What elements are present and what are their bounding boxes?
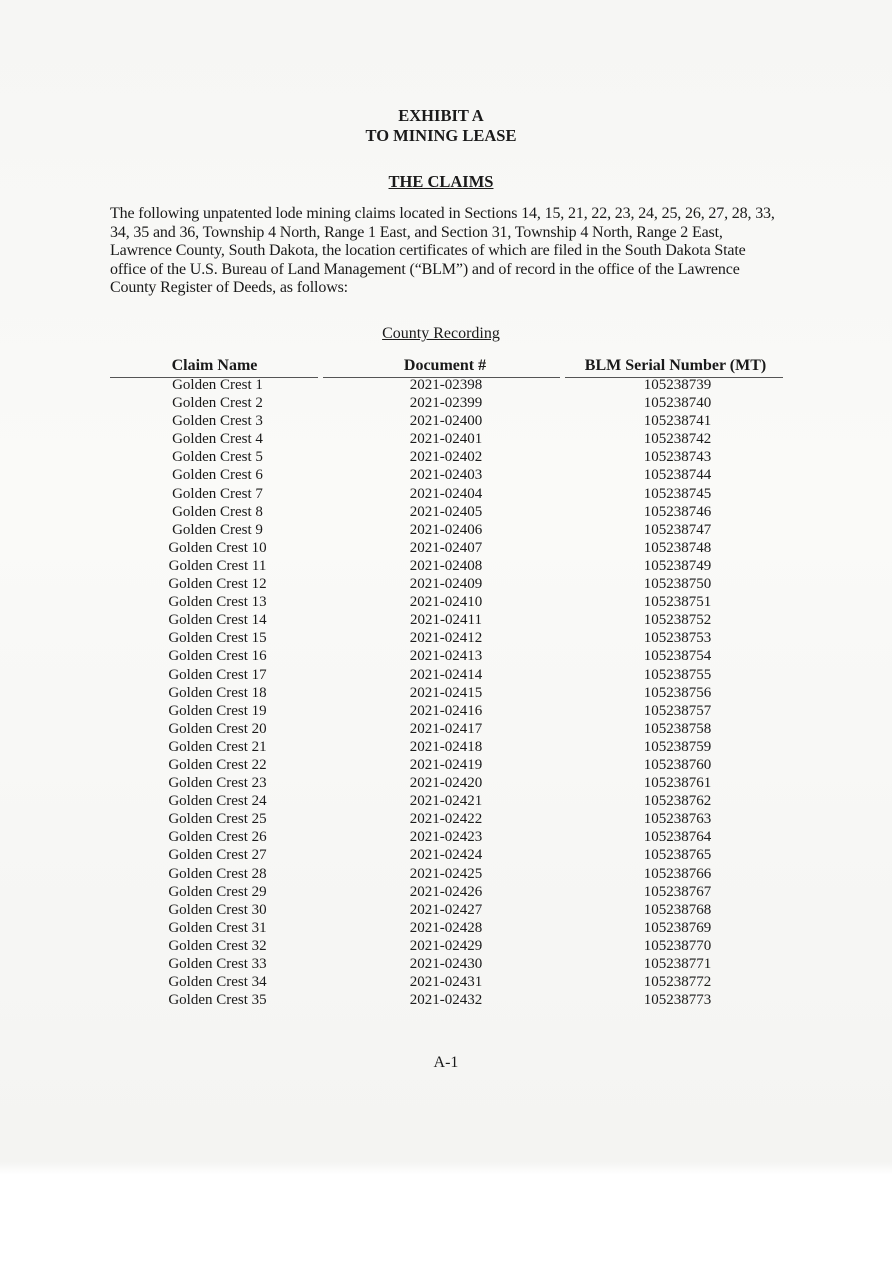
- blm-serial-cell: 105238745: [643, 485, 712, 502]
- table-row: [0, 412, 892, 430]
- claim-name-cell: Golden Crest 11: [168, 557, 267, 574]
- blm-serial-cell: 105238758: [643, 720, 712, 737]
- claim-name-cell: Golden Crest 33: [168, 956, 267, 972]
- table-row: [0, 810, 892, 828]
- blm-serial-cell: 105238764: [643, 829, 712, 846]
- table-row: [0, 394, 892, 412]
- table-row: [0, 792, 892, 810]
- table-row: [0, 720, 892, 738]
- column-header-claim-name: Claim Name: [171, 357, 258, 374]
- table-row: [0, 865, 892, 883]
- document-number-cell: 2021-02405: [409, 503, 483, 520]
- document-number-cell: 2021-02412: [409, 630, 483, 647]
- claim-name-cell: Golden Crest 32: [168, 937, 267, 954]
- document-number-cell: 2021-02404: [409, 485, 483, 502]
- document-number-cell: 2021-02406: [409, 521, 483, 538]
- column-header-blm-serial: BLM Serial Number (MT): [584, 357, 767, 374]
- document-number-cell: 2021-02408: [409, 557, 483, 574]
- blm-serial-cell: 105238757: [643, 702, 712, 719]
- document-number-cell: 2021-02411: [410, 612, 482, 629]
- table-row: [0, 629, 892, 647]
- blm-serial-cell: 105238769: [643, 919, 712, 936]
- claim-name-cell: Golden Crest 31: [168, 919, 267, 936]
- document-number-cell: 2021-02424: [409, 847, 483, 864]
- table-row: [0, 376, 892, 394]
- claim-name-cell: Golden Crest 24: [168, 793, 267, 810]
- document-number-cell: 2021-02398: [409, 377, 483, 393]
- claim-name-cell: Golden Crest 18: [168, 684, 267, 701]
- claim-name-cell: Golden Crest 13: [168, 594, 267, 611]
- document-number-cell: 2021-02403: [409, 467, 483, 484]
- claim-name-cell: Golden Crest 2: [172, 395, 263, 412]
- document-number-cell: 2021-02417: [409, 720, 483, 737]
- blm-serial-cell: 105238766: [643, 865, 712, 882]
- table-row: [0, 828, 892, 846]
- blm-serial-cell: 105238763: [643, 811, 712, 828]
- document-number-cell: 2021-02431: [409, 974, 483, 991]
- blm-serial-cell: 105238748: [643, 539, 712, 556]
- claim-name-cell: Golden Crest 15: [168, 630, 267, 647]
- document-number-cell: 2021-02430: [409, 956, 483, 972]
- table-row: [0, 521, 892, 539]
- table-row: [0, 430, 892, 448]
- claim-name-cell: Golden Crest 23: [168, 775, 267, 792]
- blm-serial-cell: 105238756: [643, 684, 712, 701]
- table-row: [0, 466, 892, 484]
- blm-serial-cell: 105238759: [643, 738, 712, 755]
- table-row: [0, 702, 892, 720]
- table-row: [0, 684, 892, 702]
- exhibit-title: EXHIBIT A: [398, 106, 484, 125]
- table-row: [0, 575, 892, 593]
- section-title: THE CLAIMS: [388, 172, 494, 191]
- blm-serial-cell: 105238768: [643, 901, 712, 918]
- claim-name-cell: Golden Crest 22: [168, 756, 267, 773]
- document-number-cell: 2021-02419: [409, 756, 483, 773]
- table-row: [0, 503, 892, 521]
- table-row: [0, 901, 892, 919]
- blm-serial-cell: 105238741: [643, 413, 712, 430]
- claim-name-cell: Golden Crest 12: [168, 576, 267, 593]
- blm-serial-cell: 105238746: [643, 503, 712, 520]
- document-number-cell: 2021-02409: [409, 576, 483, 593]
- table-row: [0, 955, 892, 973]
- document-number-cell: 2021-02413: [409, 648, 483, 665]
- blm-serial-cell: 105238755: [643, 666, 712, 683]
- claim-name-cell: Golden Crest 8: [172, 503, 263, 520]
- claim-name-cell: Golden Crest 21: [168, 738, 267, 755]
- table-row: [0, 666, 892, 684]
- table-row: [0, 738, 892, 756]
- document-number-cell: 2021-02428: [409, 919, 483, 936]
- claim-name-cell: Golden Crest 17: [168, 666, 267, 683]
- blm-serial-cell: 105238772: [643, 974, 712, 991]
- table-row: [0, 846, 892, 864]
- table-row: [0, 991, 892, 1009]
- table-row: [0, 448, 892, 466]
- document-number-cell: 2021-02416: [409, 702, 483, 719]
- claim-name-cell: Golden Crest 4: [172, 431, 263, 448]
- page-number: A-1: [433, 1054, 459, 1071]
- blm-serial-cell: 105238744: [643, 467, 712, 484]
- claim-name-cell: Golden Crest 20: [168, 720, 267, 737]
- claim-name-cell: Golden Crest 9: [172, 521, 263, 538]
- claim-name-cell: Golden Crest 19: [168, 702, 267, 719]
- claim-name-cell: Golden Crest 35: [168, 992, 267, 1009]
- blm-serial-cell: 105238754: [643, 648, 712, 665]
- table-row: [0, 557, 892, 575]
- blm-serial-cell: 105238771: [643, 956, 712, 972]
- blm-serial-cell: 105238740: [643, 395, 712, 412]
- claim-name-cell: Golden Crest 14: [168, 612, 267, 629]
- table-row: [0, 774, 892, 792]
- table-row: [0, 973, 892, 991]
- intro-paragraph: The following unpatented lode mining claims located in Sections 14, 15, 21, 22, 23, 24, 25, 26, 27, 28, 33, 34, 35 and 36, Township 4 North, Range 1 East, and Section 31, Township 4 North, Range 2 East, Lawrence County, South Dakota, the location certificates of which are filed in the South Dakota State office of the U.S. Bureau of Land Management (“BLM”) and of record in the office of the Lawrence County Register of Deeds, as follows:: [110, 205, 775, 296]
- blm-serial-cell: 105238742: [643, 431, 712, 448]
- county-recording-header: County Recording: [382, 325, 500, 342]
- claim-name-cell: Golden Crest 26: [168, 829, 267, 846]
- claim-name-cell: Golden Crest 6: [172, 467, 263, 484]
- document-number-cell: 2021-02407: [409, 539, 483, 556]
- claim-name-cell: Golden Crest 3: [172, 413, 263, 430]
- claim-name-cell: Golden Crest 30: [168, 901, 267, 918]
- table-row: [0, 647, 892, 665]
- document-number-cell: 2021-02401: [409, 431, 483, 448]
- table-row: [0, 611, 892, 629]
- document-number-cell: 2021-02420: [409, 775, 483, 792]
- claim-name-cell: Golden Crest 25: [168, 811, 267, 828]
- document-number-cell: 2021-02399: [409, 395, 483, 412]
- table-row: [0, 539, 892, 557]
- claim-name-cell: Golden Crest 28: [168, 865, 267, 882]
- table-row: [0, 485, 892, 503]
- document-number-cell: 2021-02418: [409, 738, 483, 755]
- blm-serial-cell: 105238760: [643, 756, 712, 773]
- claim-name-cell: Golden Crest 34: [168, 974, 267, 991]
- claim-name-cell: Golden Crest 10: [168, 539, 267, 556]
- claim-name-cell: Golden Crest 29: [168, 883, 267, 900]
- document-number-cell: 2021-02423: [409, 829, 483, 846]
- exhibit-subtitle: TO MINING LEASE: [365, 126, 517, 145]
- blm-serial-cell: 105238761: [643, 775, 712, 792]
- blm-serial-cell: 105238751: [643, 594, 712, 611]
- blm-serial-cell: 105238753: [643, 630, 712, 647]
- blm-serial-cell: 105238767: [643, 883, 712, 900]
- claims-table-body: [0, 376, 892, 1009]
- table-row: [0, 883, 892, 901]
- claim-name-cell: Golden Crest 1: [172, 377, 263, 393]
- table-row: [0, 756, 892, 774]
- claim-name-cell: Golden Crest 5: [172, 449, 263, 466]
- table-row: [0, 593, 892, 611]
- document-number-cell: 2021-02427: [409, 901, 483, 918]
- document-number-cell: 2021-02422: [409, 811, 483, 828]
- claim-name-cell: Golden Crest 16: [168, 648, 267, 665]
- blm-serial-cell: 105238773: [643, 992, 712, 1009]
- blm-serial-cell: 105238770: [643, 937, 712, 954]
- blm-serial-cell: 105238750: [643, 576, 712, 593]
- blm-serial-cell: 105238749: [643, 557, 712, 574]
- document-number-cell: 2021-02421: [409, 793, 483, 810]
- document-number-cell: 2021-02410: [409, 594, 483, 611]
- blm-serial-cell: 105238747: [643, 521, 712, 538]
- blm-serial-cell: 105238739: [643, 377, 712, 393]
- document-number-cell: 2021-02426: [409, 883, 483, 900]
- claim-name-cell: Golden Crest 27: [168, 847, 267, 864]
- column-header-document: Document #: [403, 357, 487, 374]
- blm-serial-cell: 105238762: [643, 793, 712, 810]
- document-number-cell: 2021-02432: [409, 992, 483, 1009]
- document-number-cell: 2021-02400: [409, 413, 483, 430]
- document-number-cell: 2021-02415: [409, 684, 483, 701]
- table-row: [0, 937, 892, 955]
- document-number-cell: 2021-02425: [409, 865, 483, 882]
- claim-name-cell: Golden Crest 7: [172, 485, 263, 502]
- blm-serial-cell: 105238752: [643, 612, 712, 629]
- document-number-cell: 2021-02429: [409, 937, 483, 954]
- blm-serial-cell: 105238743: [643, 449, 712, 466]
- blm-serial-cell: 105238765: [643, 847, 712, 864]
- document-number-cell: 2021-02402: [409, 449, 483, 466]
- document-number-cell: 2021-02414: [409, 666, 483, 683]
- table-row: [0, 919, 892, 937]
